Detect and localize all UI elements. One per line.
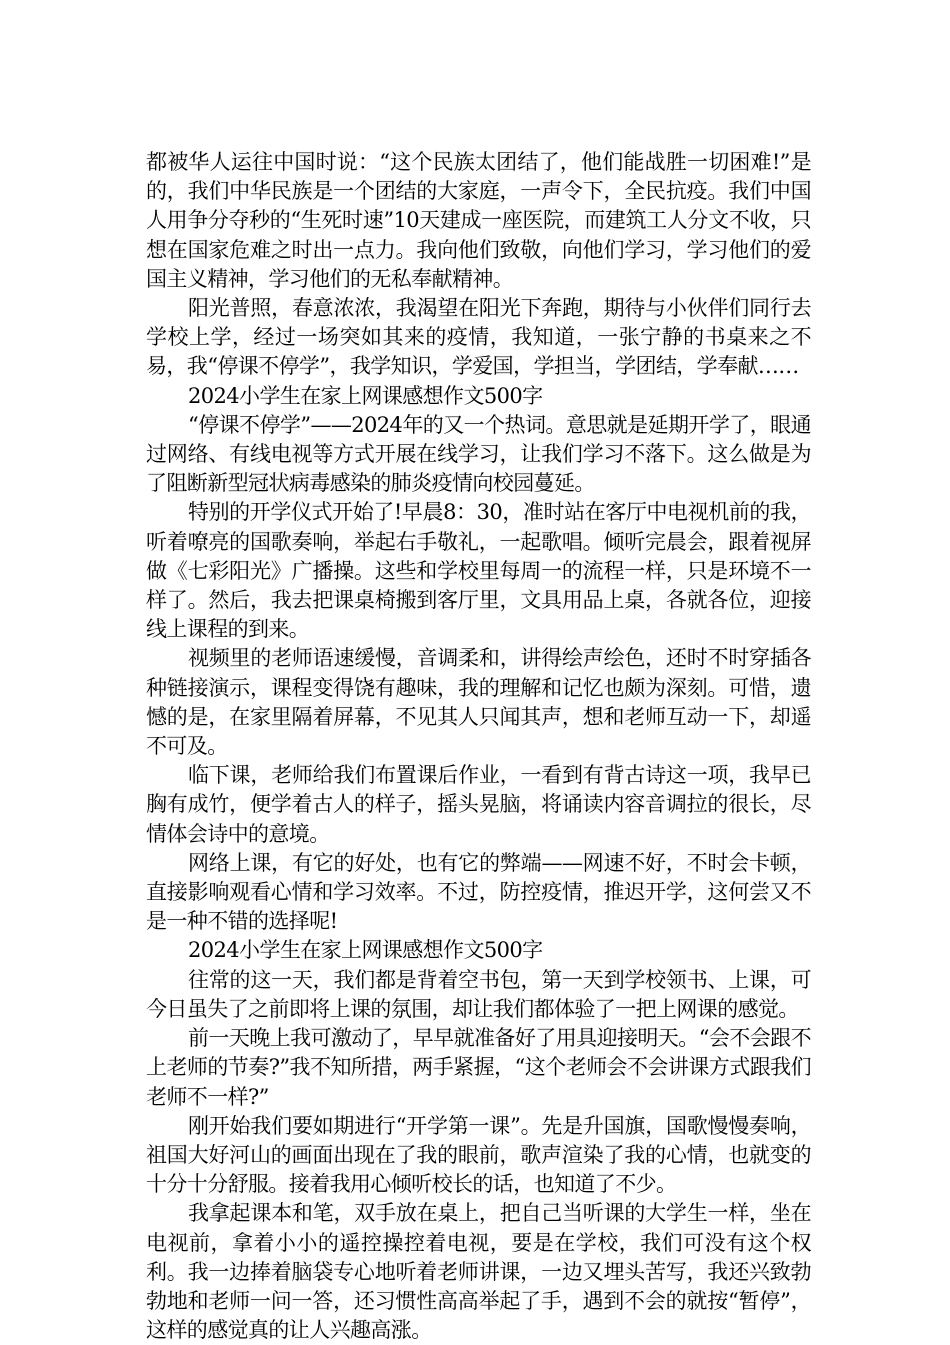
section-title: 2024小学生在家上网课感想作文500字: [188, 938, 543, 963]
document-page: [146, 148, 811, 1345]
paragraph: 临下课，老师给我们布置课后作业，一看到有背古诗这一项，我早已胸有成竹，便学着古人的样子，摇头晃脑，将诵读内容音调拉的很长，尽情体会诗中的意境。: [146, 763, 811, 846]
paragraph: 我拿起课本和笔，双手放在桌上，把自己当听课的大学生一样，坐在电视前，拿着小小的遥控操控着电视，要是在学校，我们可没有这个权利。我一边捧着脑袋专心地听着老师讲课，一边又埋头苦写，我还兴致勃勃地和老师一问一答，还习惯性高高举起了手，遇到不会的就按“暂停”，这样的感觉真的让人兴趣高涨。: [146, 1201, 811, 1343]
paragraph: 刚开始我们要如期进行“开学第一课”。先是升国旗，国歌慢慢奏响，祖国大好河山的画面出现在了我的眼前，歌声渲染了我的心情，也就变的十分十分舒服。接着我用心倾听校长的话，也知道了不少。: [146, 1113, 811, 1197]
paragraph: 网络上课，有它的好处，也有它的弊端——网速不好，不时会卡顿，直接影响观看心情和学习效率。不过，防控疫情，推迟开学，这何尝又不是一种不错的选择呢!: [146, 850, 811, 934]
paragraph: 往常的这一天，我们都是背着空书包，第一天到学校领书、上课，可今日虽失了之前即将上课的氛围，却让我们都体验了一把上网课的感觉。: [146, 967, 811, 1021]
paragraph: 特别的开学仪式开始了!早晨8：30，准时站在客厅中电视机前的我，听着嘹亮的国歌奏响，举起右手敬礼，一起歌唱。倾听完晨会，跟着视屏做《七彩阳光》广播操。这些和学校里每周一的流程一样，只是环境不一样了。然后，我去把课桌椅搬到客厅里，文具用品上桌，各就各位，迎接线上课程的到来。: [146, 500, 811, 642]
section-title: 2024小学生在家上网课感想作文500字: [188, 383, 543, 408]
paragraph: 前一天晚上我可激动了，早早就准备好了用具迎接明天。“会不会跟不上老师的节奏?”我不知所措，两手紧握，“这个老师会不会讲课方式跟我们老师不一样?”: [146, 1026, 811, 1109]
paragraph-continued: 都被华人运往中国时说：“这个民族太团结了，他们能战胜一切困难!”是的，我们中华民族是一个团结的大家庭，一声令下，全民抗疫。我们中国人用争分夺秒的“生死时速”10天建成一座医院，而建筑工人分文不收，只想在国家危难之时出一点力。我向他们致敬，向他们学习，学习他们的爱国主义精神，学习他们的无私奉献精神。: [146, 150, 811, 291]
paragraph: “停课不停学”——2024年的又一个热词。意思就是延期开学了，眼通过网络、有线电视等方式开展在线学习，让我们学习不落下。这么做是为了阻断新型冠状病毒感染的肺炎疫情向校园蔓延。: [146, 412, 811, 496]
paragraph: 视频里的老师语速缓慢，音调柔和，讲得绘声绘色，还时不时穿插各种链接演示，课程变得饶有趣味，我的理解和记忆也颇为深刻。可惜，遗憾的是，在家里隔着屏幕，不见其人只闻其声，想和老师互动一下，却遥不可及。: [146, 646, 811, 759]
paragraph: 阳光普照，春意浓浓，我渴望在阳光下奔跑，期待与小伙伴们同行去学校上学，经过一场突如其来的疫情，我知道，一张宁静的书桌来之不易，我“停课不停学”，我学知识，学爱国，学担当，学团结，学奉献……: [146, 296, 811, 379]
